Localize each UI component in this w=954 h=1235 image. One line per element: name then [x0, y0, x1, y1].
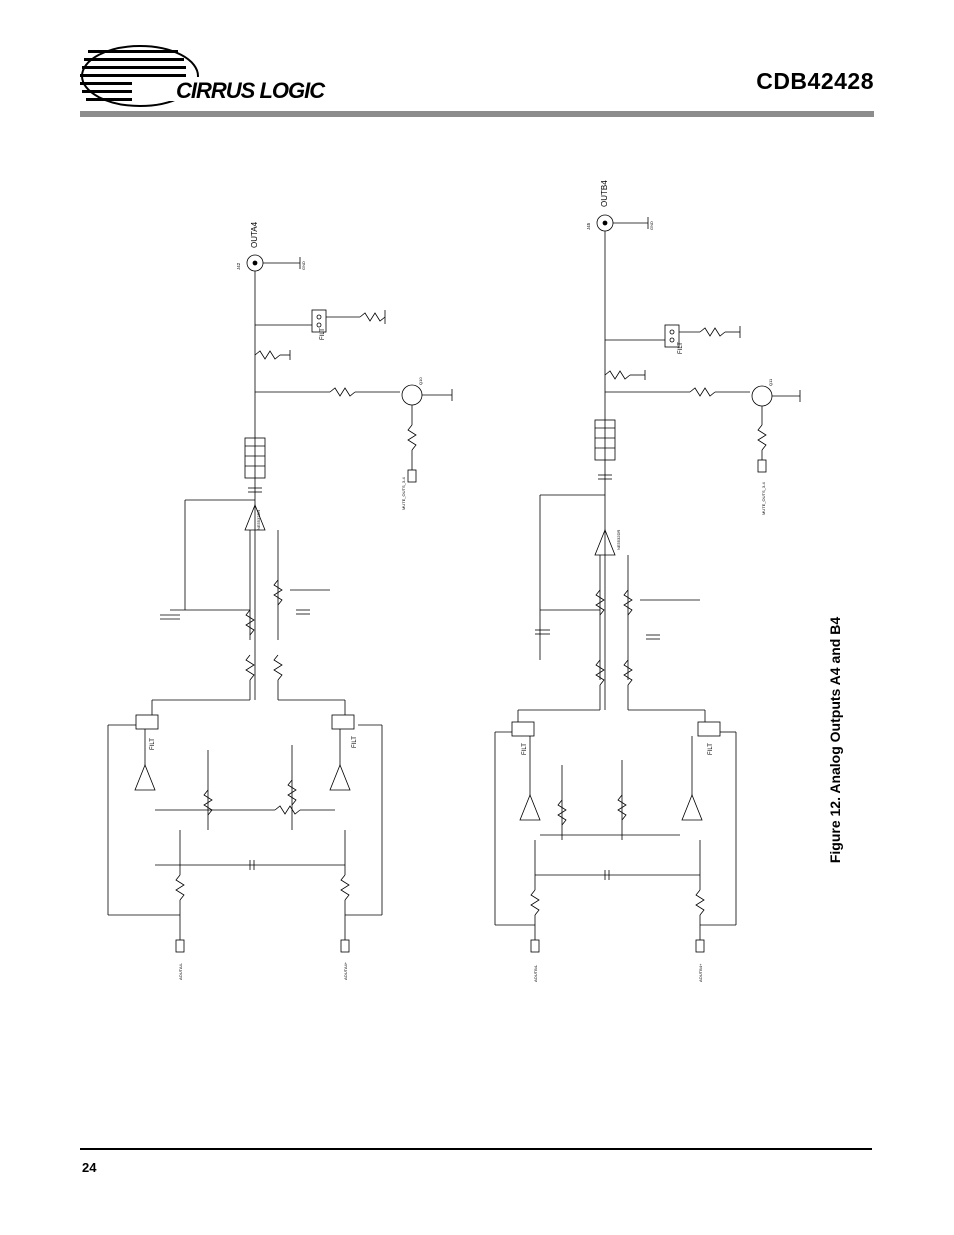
input-label-b4-neg: AOUTB4- [533, 964, 538, 982]
input-connector-b4-neg [531, 940, 539, 952]
output-label-b4: OUTB4 [600, 180, 609, 207]
input-connector-b4-pos [696, 940, 704, 952]
jumper-label-a4-right: FILT [352, 736, 358, 748]
mute-transistor-b4 [752, 386, 772, 406]
brand-wordmark: CIRRUS LOGIC [176, 78, 325, 103]
header-rule [80, 111, 874, 117]
input-label-a4-neg: AOUTA4- [178, 962, 183, 980]
transistor-label-b4: Q11 [768, 378, 773, 386]
connector-label-b4: J45 [586, 222, 591, 230]
connector-label-a4: J42 [236, 262, 241, 270]
jumper-label-a4-left: FILT [150, 738, 156, 750]
op-amp-part-b4: NE5532DR [616, 529, 621, 550]
op-amp-u52a [682, 795, 702, 820]
analog-outputs-schematic [100, 170, 820, 1000]
input-label-b4-pos: AOUTB4+ [698, 963, 703, 982]
jumper-label-b4-right: FILT [708, 743, 714, 755]
transistor-label-a4: Q10 [418, 377, 423, 385]
mute-label-a4: MUTE_OUTS_3-4 [401, 477, 406, 510]
document-title: CDB42428 [756, 68, 874, 94]
input-connector-a4-neg [176, 940, 184, 952]
op-amp-u47a [135, 765, 155, 790]
jumper-label-b4-left: FILT [522, 743, 528, 755]
jumper-label-b4-top: FILT [678, 342, 684, 354]
footer-rule [80, 1148, 872, 1150]
jumper-label-a4-top: FILT [320, 328, 326, 340]
op-amp-part-a4: NE5532DR [256, 509, 261, 530]
op-amp-u47b [330, 765, 350, 790]
page-number: 24 [82, 1160, 97, 1175]
input-connector-a4-pos [341, 940, 349, 952]
output-label-a4: OUTA4 [250, 221, 259, 248]
mute-transistor-a4 [402, 385, 422, 405]
circuit-a4 [108, 221, 452, 980]
figure-caption: Figure 12. Analog Outputs A4 and B4 [827, 616, 843, 864]
cirrus-logic-logo [80, 40, 350, 118]
input-label-a4-pos: AOUTA4+ [343, 961, 348, 980]
gnd-label-b4: GND [649, 221, 654, 230]
circuit-b4 [495, 180, 800, 982]
op-amp-u52b [520, 795, 540, 820]
mute-label-b4: MUTE_OUTS_3-4 [761, 482, 766, 515]
gnd-label-a4: GND [301, 261, 306, 270]
